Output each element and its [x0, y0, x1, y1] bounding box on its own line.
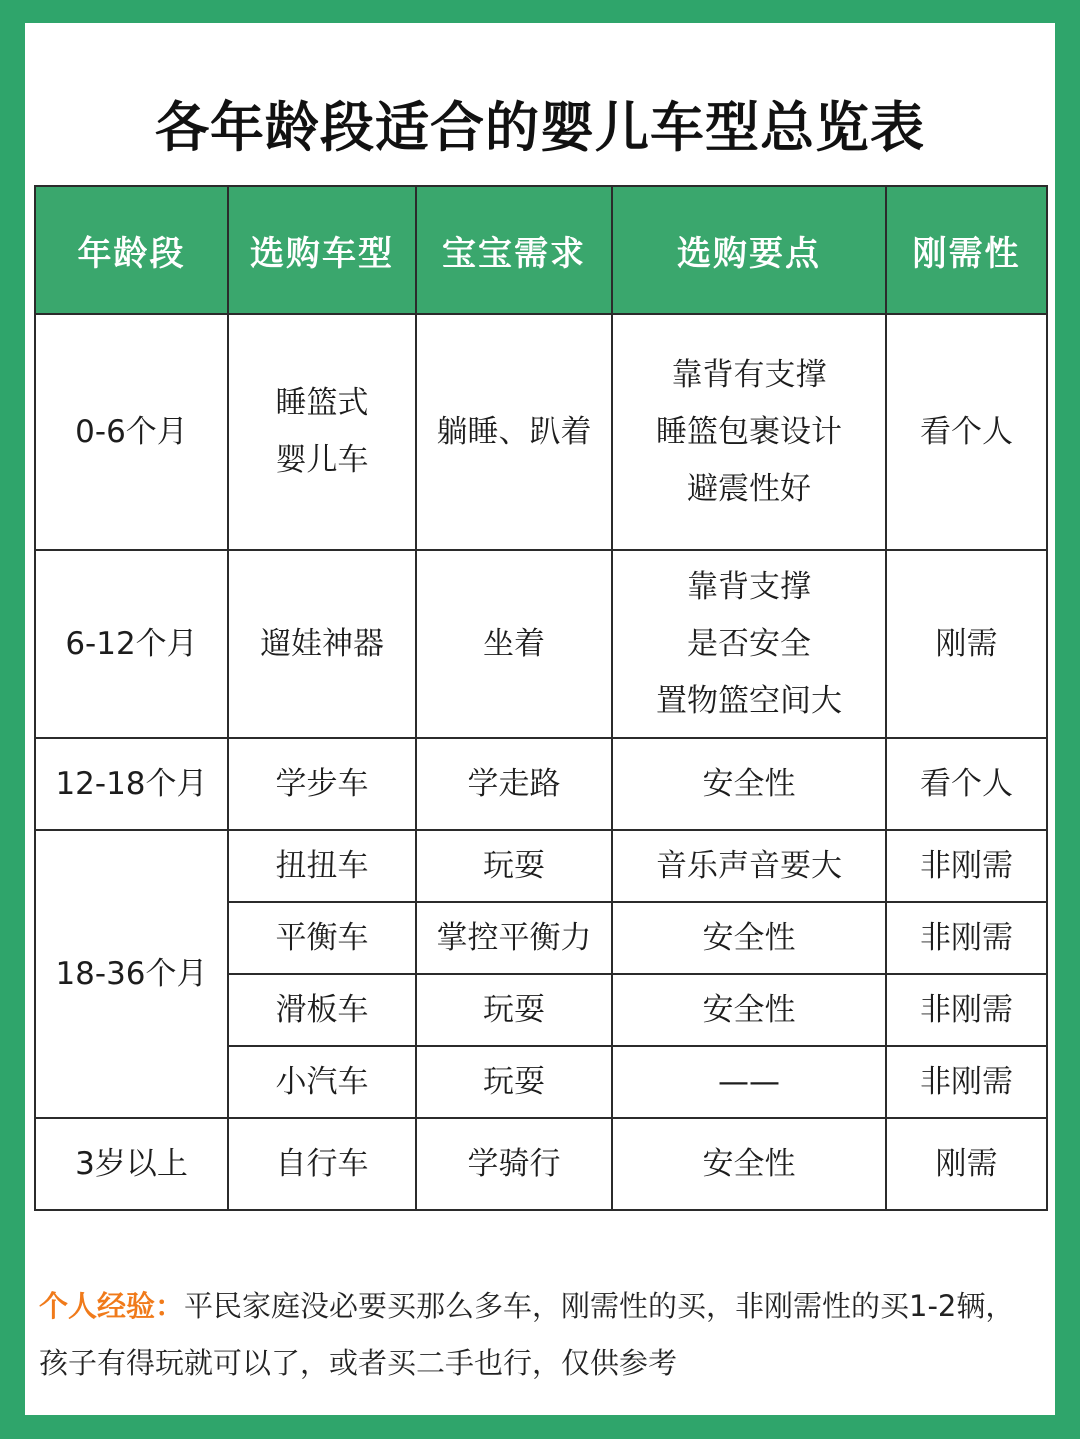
cell-points: 安全性 [612, 738, 886, 830]
cell-points-line: 靠背有支撑 [671, 356, 827, 393]
cell-need: 躺睡、趴着 [416, 314, 612, 550]
cell-type: 遛娃神器 [228, 550, 416, 738]
content-card [25, 23, 1055, 1415]
cell-age: 0-6个月 [35, 314, 228, 550]
cell-necessity: 非刚需 [886, 902, 1047, 974]
cell-type-line: 婴儿车 [275, 442, 369, 478]
cell-necessity: 非刚需 [886, 974, 1047, 1046]
table-row [35, 830, 1047, 902]
cell-points: 安全性 [612, 974, 886, 1046]
header-type: 选购车型 [228, 186, 416, 314]
cell-need: 玩耍 [416, 974, 612, 1046]
cell-type: 滑板车 [228, 974, 416, 1046]
personal-experience-note [39, 1278, 1039, 1392]
header-necessity: 刚需性 [886, 186, 1047, 314]
table-row [35, 550, 1047, 738]
cell-necessity: 刚需 [886, 1118, 1047, 1210]
table-row [35, 738, 1047, 830]
cell-need: 玩耍 [416, 830, 612, 902]
cell-type-line: 睡篮式 [275, 385, 369, 421]
page-title: 各年龄段适合的婴儿车型总览表 [155, 96, 925, 159]
cell-necessity: 非刚需 [886, 1046, 1047, 1118]
cell-points: 安全性 [612, 1118, 886, 1210]
cell-need: 学走路 [416, 738, 612, 830]
cell-age: 6-12个月 [35, 550, 228, 738]
cell-type [228, 314, 416, 550]
cell-type: 平衡车 [228, 902, 416, 974]
cell-need: 坐着 [416, 550, 612, 738]
note-text: 平民家庭没必要买那么多车，刚需性的买，非刚需性的买1-2辆，孩子有得玩就可以了，或者买二手也行，仅供参考 [39, 1289, 1015, 1380]
cell-type: 学步车 [228, 738, 416, 830]
header-points: 选购要点 [612, 186, 886, 314]
cell-age: 3岁以上 [35, 1118, 228, 1210]
cell-points [612, 314, 886, 550]
cell-points: 音乐声音要大 [612, 830, 886, 902]
cell-points-line: 置物篮空间大 [656, 682, 842, 719]
cell-necessity: 非刚需 [886, 830, 1047, 902]
cell-necessity: 看个人 [886, 738, 1047, 830]
cell-necessity: 刚需 [886, 550, 1047, 738]
note-label: 个人经验： [39, 1289, 185, 1323]
cell-type: 扭扭车 [228, 830, 416, 902]
cell-points: 安全性 [612, 902, 886, 974]
cell-need: 掌控平衡力 [416, 902, 612, 974]
table-row [35, 1118, 1047, 1210]
cell-age: 18-36个月 [35, 830, 228, 1118]
cell-points-line: 是否安全 [687, 625, 811, 662]
cell-points: —— [612, 1046, 886, 1118]
cell-age: 12-18个月 [35, 738, 228, 830]
cell-points-line: 避震性好 [687, 470, 811, 507]
table-row [35, 314, 1047, 550]
stroller-overview-table [34, 185, 1048, 1211]
cell-points-line: 靠背支撑 [687, 568, 811, 605]
cell-necessity: 看个人 [886, 314, 1047, 550]
cell-need: 学骑行 [416, 1118, 612, 1210]
cell-points [612, 550, 886, 738]
header-age: 年龄段 [35, 186, 228, 314]
cell-type: 小汽车 [228, 1046, 416, 1118]
cell-need: 玩耍 [416, 1046, 612, 1118]
cell-type: 自行车 [228, 1118, 416, 1210]
cell-points-line: 睡篮包裹设计 [656, 413, 842, 450]
header-need: 宝宝需求 [416, 186, 612, 314]
header-row [35, 186, 1047, 314]
